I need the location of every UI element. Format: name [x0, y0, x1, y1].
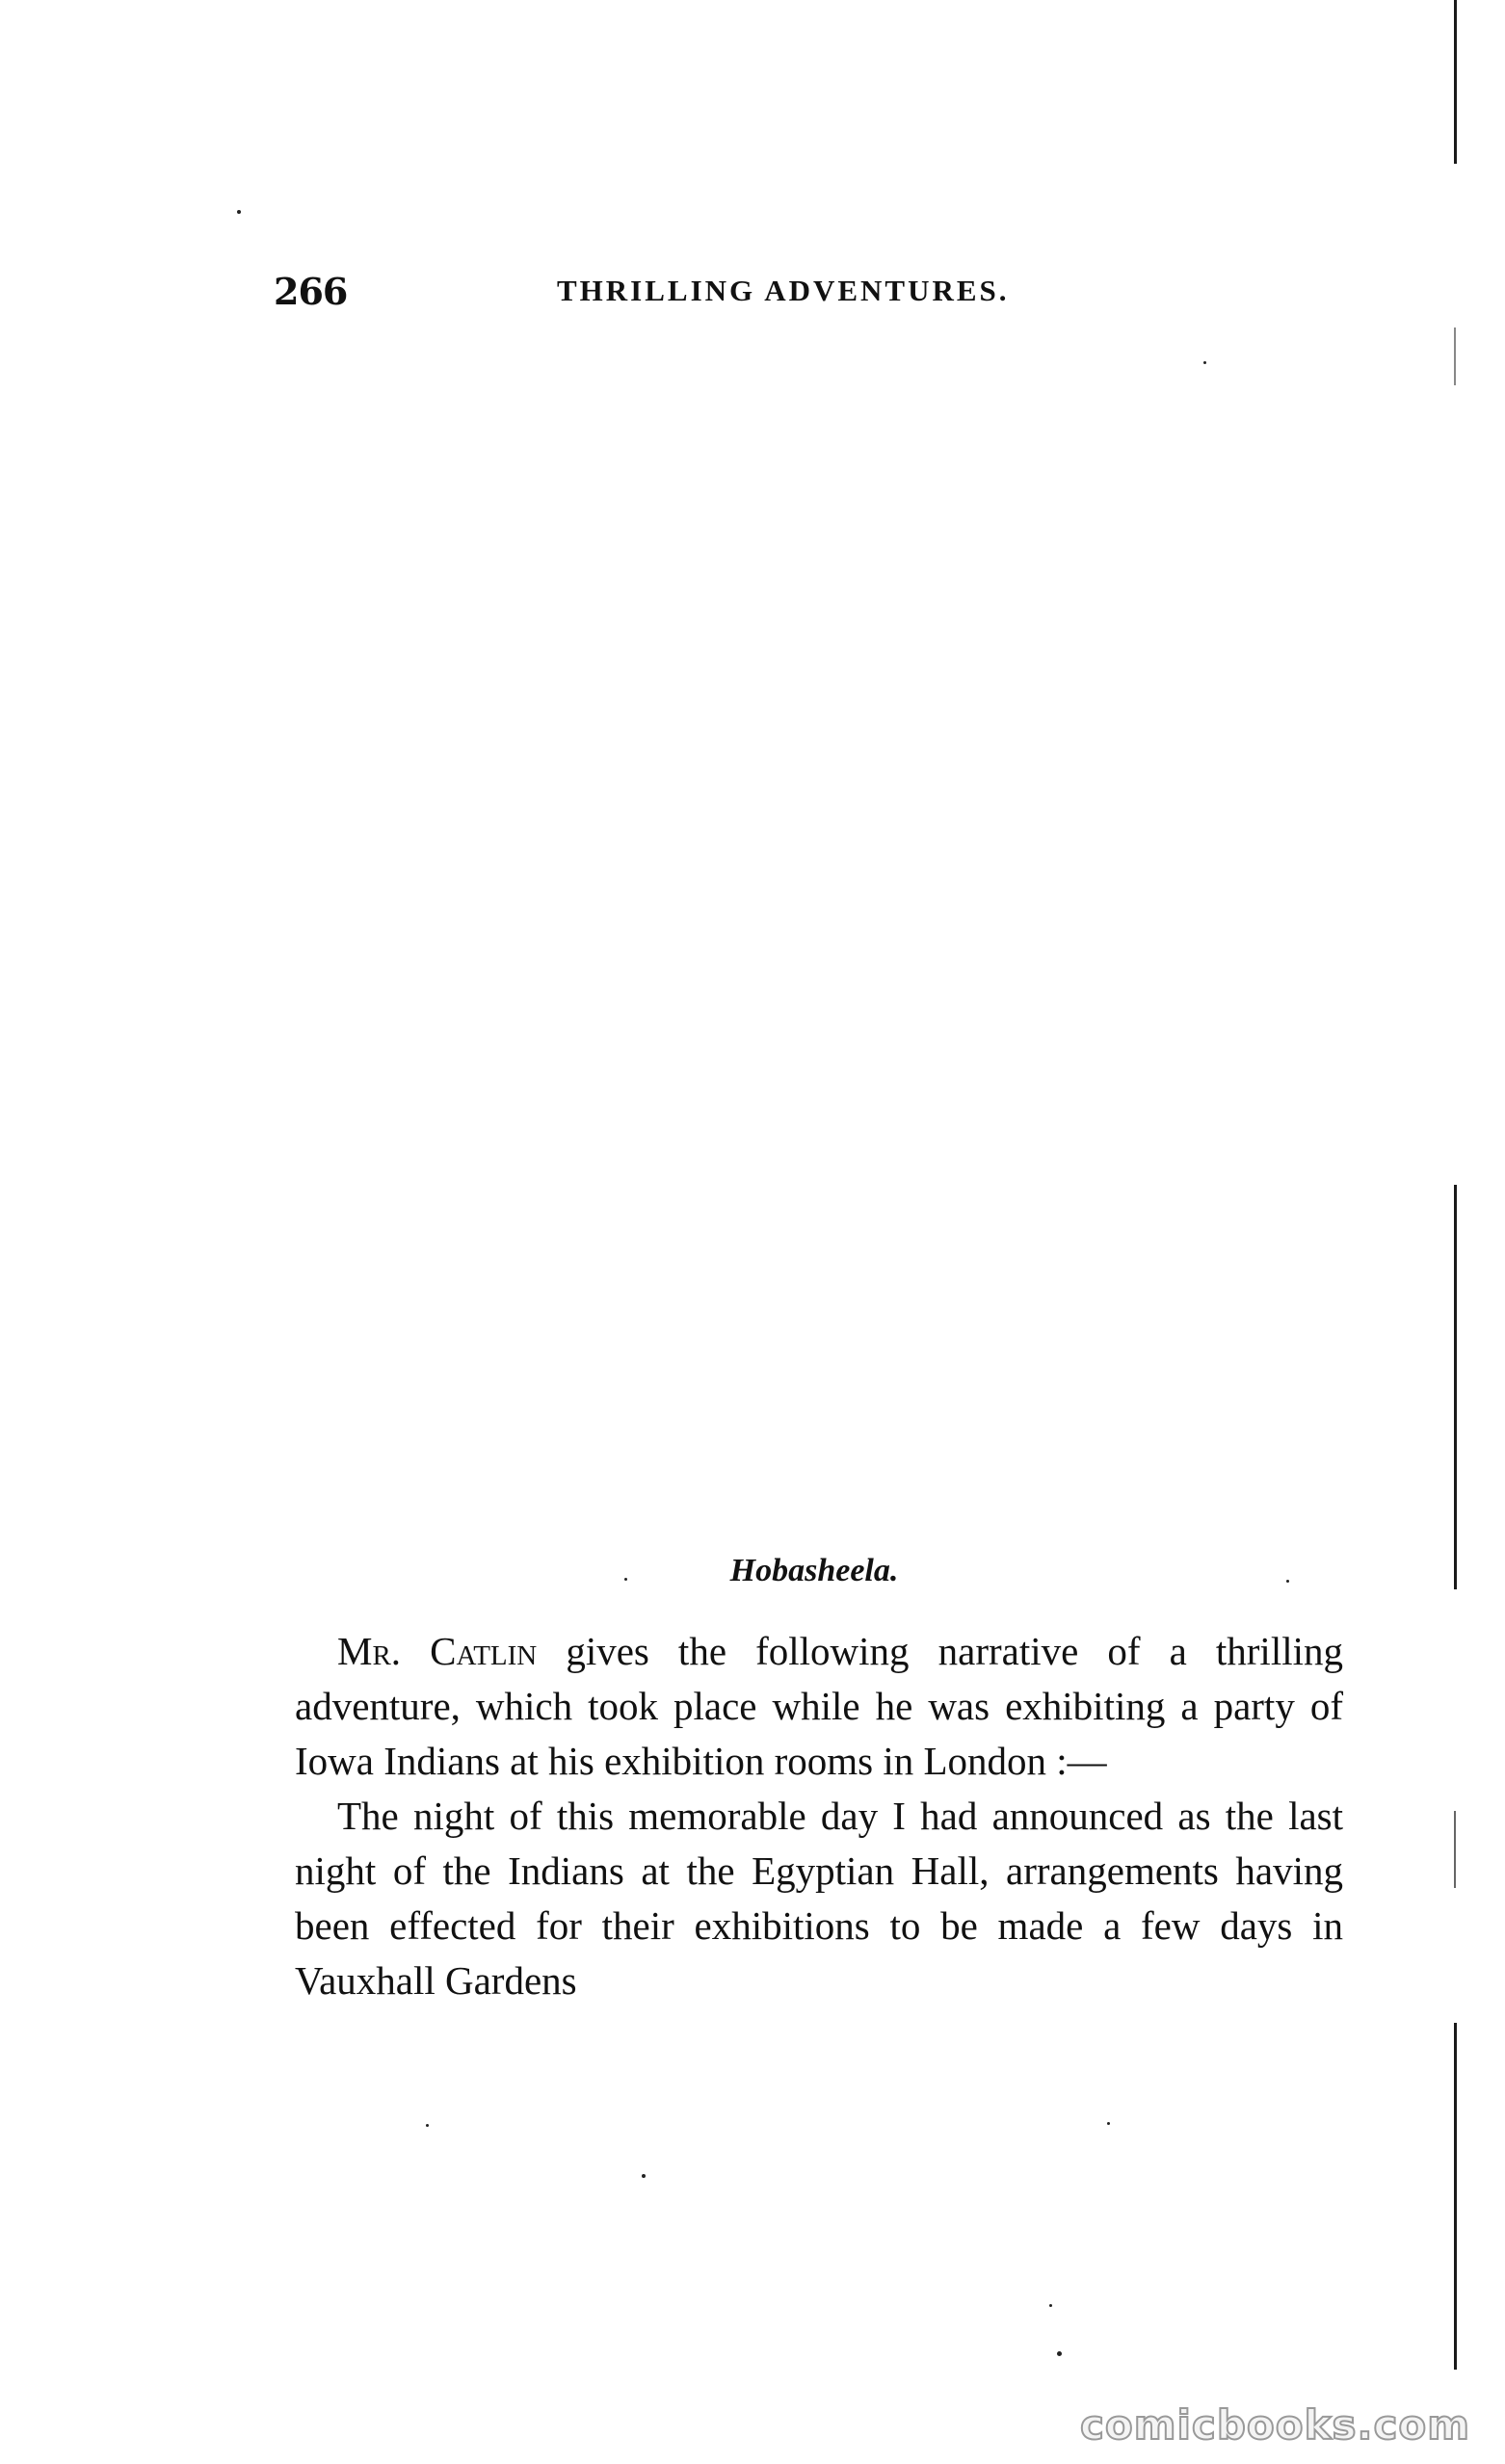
binding-edge-line [1454, 2023, 1457, 2370]
section-heading [0, 1553, 1505, 1589]
scan-speck [1107, 2122, 1110, 2125]
paragraph [295, 1624, 1343, 1789]
binding-edge-line [1454, 1185, 1457, 1589]
scan-speck [237, 210, 241, 214]
scan-speck [1049, 2304, 1052, 2307]
binding-edge-line [1454, 1811, 1456, 1888]
watermark-logo: comicbooks.com [1080, 2401, 1470, 2449]
running-title: THRILLING ADVENTURES. [557, 274, 1010, 307]
paragraph: The night of this memorable day I had announced as the last night of the Indians at the Egyptian Hall, arrangements having been effected for their exhibitions to be made a few days in Vauxhall Gardens [295, 1794, 1343, 2003]
author-name: Mr. Catlin [337, 1629, 538, 1673]
running-header [0, 270, 1505, 318]
scan-speck [426, 2124, 429, 2127]
scan-speck [1057, 2351, 1062, 2356]
body-text [295, 1624, 1343, 2008]
scan-speck [1203, 361, 1206, 364]
page-number: 266 [274, 270, 348, 313]
binding-edge-line [1454, 0, 1457, 164]
binding-edge-line [1454, 328, 1456, 385]
section-heading-text: Hobasheela. [729, 1553, 899, 1588]
scan-speck [642, 2174, 646, 2178]
paragraph-text: gives the following narrative of a thrilling adventure, which took place while he was exhibiting a party of Iowa Indians at his exhibition rooms in London :— [295, 1629, 1343, 1783]
